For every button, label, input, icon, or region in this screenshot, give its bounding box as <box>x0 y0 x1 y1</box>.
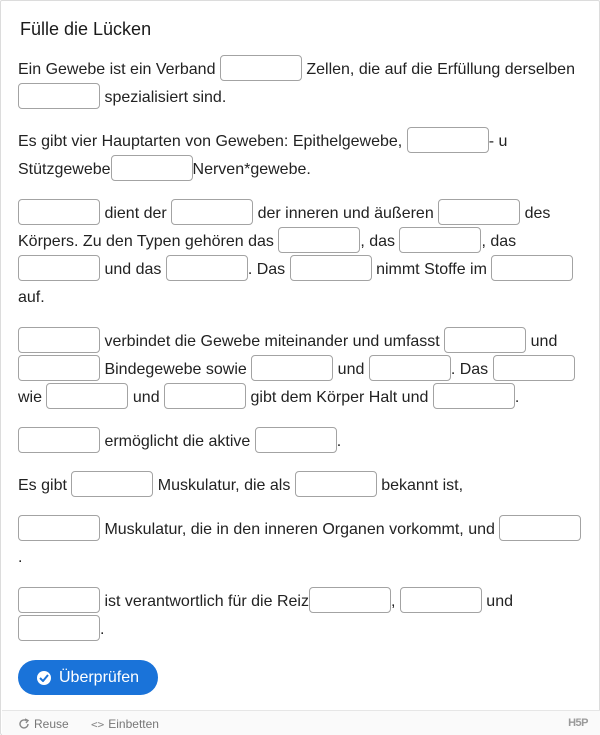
cloze-text-segment: und das <box>100 261 166 278</box>
cloze-paragraph <box>18 516 588 572</box>
footer-bar <box>2 710 600 735</box>
blank-input[interactable] <box>438 199 520 225</box>
blank-input[interactable] <box>18 587 100 613</box>
task-title: Fülle die Lücken <box>20 19 152 39</box>
cloze-text-segment: , das <box>481 233 521 250</box>
blank-input[interactable] <box>71 471 153 497</box>
blank-input[interactable] <box>166 255 248 281</box>
cloze-text-segment: Es gibt <box>18 477 72 494</box>
blank-input[interactable] <box>499 515 581 541</box>
cloze-text-segment: Zellen, die auf die Erfüllung derselben <box>301 61 580 78</box>
cloze-text-segment: und <box>481 593 518 610</box>
check-circle-icon <box>37 671 51 685</box>
blank-input[interactable] <box>164 383 246 409</box>
cloze-text-segment: . Das <box>450 361 493 378</box>
blank-input[interactable] <box>18 255 100 281</box>
cloze-text-segment: . <box>100 621 105 638</box>
cloze-paragraph <box>18 588 588 644</box>
reuse-button[interactable] <box>18 717 69 731</box>
cloze-text-segment: und <box>526 333 562 350</box>
cloze-paragraph <box>18 428 588 456</box>
cloze-text-segment: Ein Gewebe ist ein Verband <box>18 61 220 78</box>
cloze-text-segment: Muskulatur, die in den inneren Organen vorkommt, und <box>100 521 500 538</box>
blank-input[interactable] <box>18 199 100 225</box>
blank-input[interactable] <box>18 427 100 453</box>
blank-input[interactable] <box>18 355 100 381</box>
cloze-text-segment: bekannt ist, <box>376 477 464 494</box>
blank-input[interactable] <box>399 227 481 253</box>
embed-icon: <> <box>91 717 105 731</box>
cloze-text-segment: . <box>336 433 342 450</box>
blank-input[interactable] <box>290 255 372 281</box>
blank-input[interactable] <box>18 615 100 641</box>
blank-input[interactable] <box>491 255 573 281</box>
cloze-paragraph <box>18 56 588 112</box>
blank-input[interactable] <box>278 227 360 253</box>
blank-input[interactable] <box>295 471 377 497</box>
cloze-text-segment: . <box>514 389 520 406</box>
cloze-text-segment: auf. <box>18 261 578 306</box>
cloze-text-segment: ist verantwortlich für die Reiz <box>100 593 309 610</box>
reuse-icon <box>18 718 30 730</box>
cloze-text-segment: , das <box>360 233 400 250</box>
cloze-paragraph <box>18 328 588 412</box>
cloze-text-segment: spezialisiert sind. <box>100 89 227 106</box>
blank-input[interactable] <box>444 327 526 353</box>
embed-label: Einbetten <box>108 717 159 731</box>
cloze-text-segment: , <box>390 593 400 610</box>
blank-input[interactable] <box>220 55 302 81</box>
check-button-label: Überprüfen <box>59 668 140 686</box>
blank-input[interactable] <box>400 587 482 613</box>
blank-input[interactable] <box>407 127 489 153</box>
blank-input[interactable] <box>18 515 100 541</box>
blank-input[interactable] <box>46 383 128 409</box>
cloze-text-segment: und <box>128 389 165 406</box>
blank-input[interactable] <box>251 355 333 381</box>
cloze-text-segment: nimmt Stoffe im <box>371 261 492 278</box>
check-button[interactable] <box>18 660 158 695</box>
embed-button[interactable] <box>91 717 159 731</box>
blank-input[interactable] <box>255 427 337 453</box>
cloze-paragraph <box>18 200 588 312</box>
blank-input[interactable] <box>309 587 391 613</box>
cloze-text-segment: Nerven*gewebe. <box>192 161 311 178</box>
cloze-paragraph <box>18 472 588 500</box>
cloze-text-segment: verbindet die Gewebe miteinander und umfasst <box>100 333 445 350</box>
cloze-text-segment: dient der <box>100 205 172 222</box>
blank-input[interactable] <box>433 383 515 409</box>
cloze-text-segment: ermöglicht die aktive <box>100 433 255 450</box>
cloze-text-segment: gibt dem Körper Halt und <box>246 389 433 406</box>
blank-input[interactable] <box>18 83 100 109</box>
cloze-text-segment: . <box>18 521 586 566</box>
cloze-text-segment: Es gibt vier Hauptarten von Geweben: Epithelgewebe, <box>18 133 407 150</box>
cloze-paragraph <box>18 128 588 184</box>
blank-input[interactable] <box>18 327 100 353</box>
cloze-text-segment: Muskulatur, die als <box>153 477 295 494</box>
cloze-text-segment: - u Stützgewebe <box>18 133 512 178</box>
blank-input[interactable] <box>493 355 575 381</box>
cloze-text-segment: und <box>333 361 369 378</box>
cloze-text-segment: des Körpers. Zu den Typen gehören das <box>18 205 555 250</box>
cloze-text-segment: Bindegewebe sowie <box>100 361 252 378</box>
cloze-text-segment: der inneren und äußeren <box>253 205 439 222</box>
blank-input[interactable] <box>369 355 451 381</box>
h5p-logo[interactable]: H5P <box>568 717 588 729</box>
cloze-text-segment: wie <box>18 361 580 406</box>
cloze-text-segment: . Das <box>247 261 290 278</box>
blank-input[interactable] <box>171 199 253 225</box>
blank-input[interactable] <box>111 155 193 181</box>
reuse-label: Reuse <box>34 717 69 731</box>
